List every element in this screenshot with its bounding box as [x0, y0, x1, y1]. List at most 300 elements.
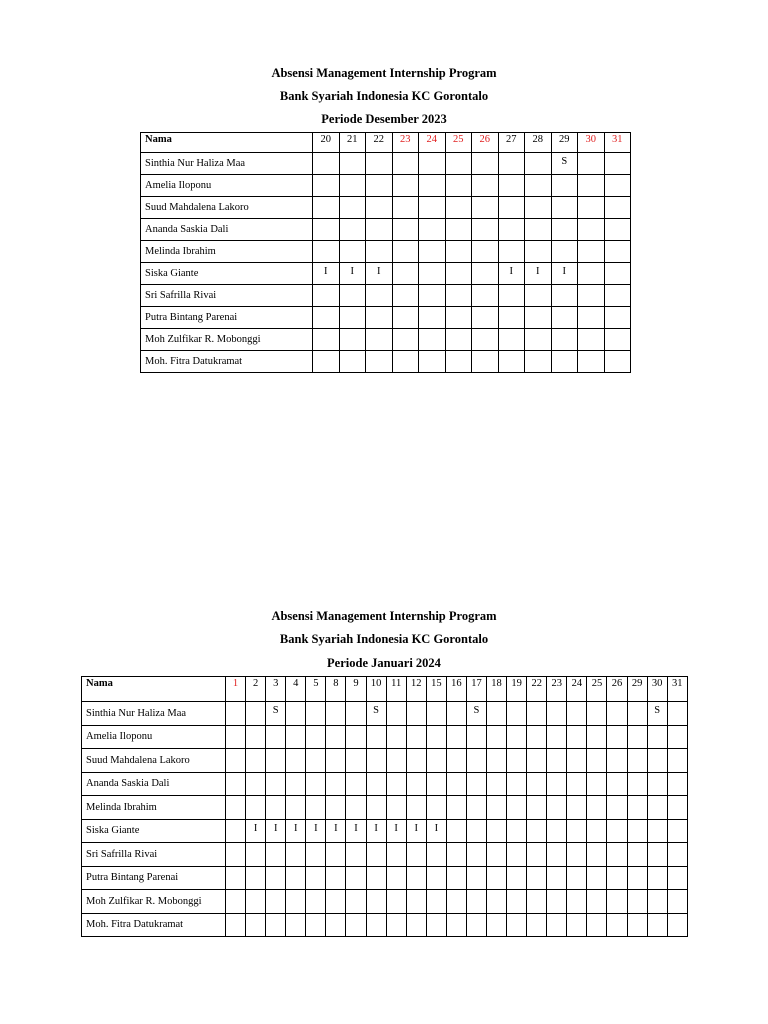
attendance-cell-17	[466, 890, 486, 914]
attendance-cell-11	[386, 725, 406, 749]
attendance-cell-31	[604, 175, 631, 197]
attendance-cell-30	[578, 263, 605, 285]
attendance-cell-29	[551, 197, 578, 219]
attendance-cell-31	[604, 241, 631, 263]
day-header-24: 24	[567, 677, 587, 702]
attendance-cell-24	[419, 263, 446, 285]
attendance-cell-10: I	[366, 819, 386, 843]
table-row	[82, 819, 688, 843]
attendance-cell-31	[667, 819, 687, 843]
attendance-cell-25	[445, 197, 472, 219]
attendance-cell-25	[445, 351, 472, 373]
attendance-cell-24	[419, 197, 446, 219]
attendance-cell-5	[306, 890, 326, 914]
attendance-cell-25	[587, 819, 607, 843]
attendance-cell-31	[667, 913, 687, 937]
table-row	[141, 329, 631, 351]
attendance-cell-23	[547, 819, 567, 843]
name-column-header: Nama	[141, 133, 313, 153]
day-header-31: 31	[667, 677, 687, 702]
attendance-cell-10	[366, 890, 386, 914]
attendance-cell-1	[226, 843, 246, 867]
attendance-cell-26	[472, 329, 499, 351]
attendance-cell-31	[667, 725, 687, 749]
attendance-cell-3	[266, 772, 286, 796]
participant-name: Suud Mahdalena Lakoro	[141, 197, 313, 219]
attendance-cell-22: I	[366, 263, 393, 285]
attendance-cell-28	[525, 241, 552, 263]
attendance-cell-31	[667, 890, 687, 914]
attendance-cell-29	[551, 285, 578, 307]
table-row	[141, 153, 631, 175]
attendance-cell-2	[246, 890, 266, 914]
attendance-cell-8	[326, 890, 346, 914]
attendance-cell-31	[604, 153, 631, 175]
attendance-cell-15	[426, 725, 446, 749]
attendance-cell-18	[487, 866, 507, 890]
attendance-cell-12	[406, 725, 426, 749]
attendance-cell-3: I	[266, 819, 286, 843]
attendance-cell-12	[406, 890, 426, 914]
attendance-cell-1	[226, 772, 246, 796]
name-column-header: Nama	[82, 677, 226, 702]
attendance-cell-1	[226, 819, 246, 843]
participant-name: Moh Zulfikar R. Mobonggi	[141, 329, 313, 351]
attendance-cell-16	[446, 725, 466, 749]
participant-name: Sri Safrilla Rivai	[82, 843, 226, 867]
day-header-8: 8	[326, 677, 346, 702]
participant-name: Melinda Ibrahim	[141, 241, 313, 263]
attendance-cell-4	[286, 913, 306, 937]
attendance-cell-29	[627, 702, 647, 726]
day-header-20: 20	[313, 133, 340, 153]
attendance-cell-1	[226, 796, 246, 820]
attendance-cell-18	[487, 819, 507, 843]
attendance-cell-29	[627, 749, 647, 773]
attendance-cell-15: I	[426, 819, 446, 843]
attendance-cell-31	[604, 197, 631, 219]
attendance-cell-27	[498, 307, 525, 329]
attendance-cell-19	[507, 702, 527, 726]
attendance-cell-24	[567, 890, 587, 914]
attendance-cell-5	[306, 866, 326, 890]
attendance-cell-2	[246, 702, 266, 726]
attendance-cell-22	[527, 796, 547, 820]
attendance-cell-8	[326, 749, 346, 773]
attendance-cell-5	[306, 725, 326, 749]
attendance-cell-9: I	[346, 819, 366, 843]
attendance-cell-26	[472, 175, 499, 197]
attendance-cell-23	[392, 351, 419, 373]
attendance-cell-18	[487, 702, 507, 726]
attendance-cell-9	[346, 702, 366, 726]
attendance-cell-29	[551, 241, 578, 263]
attendance-cell-31	[604, 351, 631, 373]
attendance-cell-24	[567, 866, 587, 890]
attendance-cell-25	[587, 843, 607, 867]
attendance-cell-22	[366, 285, 393, 307]
participant-name: Sri Safrilla Rivai	[141, 285, 313, 307]
attendance-cell-24	[567, 819, 587, 843]
day-header-23: 23	[392, 133, 419, 153]
attendance-cell-15	[426, 772, 446, 796]
attendance-cell-4	[286, 890, 306, 914]
table-row	[82, 702, 688, 726]
attendance-cell-10	[366, 843, 386, 867]
attendance-cell-19	[507, 913, 527, 937]
attendance-cell-26	[472, 263, 499, 285]
attendance-cell-17	[466, 843, 486, 867]
attendance-cell-9	[346, 772, 366, 796]
attendance-cell-5	[306, 702, 326, 726]
attendance-cell-5	[306, 749, 326, 773]
day-header-23: 23	[547, 677, 567, 702]
attendance-cell-28	[525, 285, 552, 307]
attendance-cell-25	[587, 749, 607, 773]
day-header-26: 26	[607, 677, 627, 702]
attendance-cell-21	[339, 329, 366, 351]
attendance-cell-24	[419, 153, 446, 175]
attendance-cell-28	[525, 329, 552, 351]
attendance-cell-22	[527, 843, 547, 867]
attendance-cell-26	[607, 913, 627, 937]
day-header-29: 29	[627, 677, 647, 702]
table-row	[141, 175, 631, 197]
attendance-cell-4	[286, 772, 306, 796]
december-title: Absensi Management Internship Program	[271, 66, 497, 80]
attendance-cell-22	[366, 307, 393, 329]
attendance-cell-28	[525, 307, 552, 329]
attendance-cell-1	[226, 749, 246, 773]
day-header-28: 28	[525, 133, 552, 153]
attendance-cell-24	[419, 307, 446, 329]
attendance-cell-1	[226, 890, 246, 914]
attendance-cell-3	[266, 866, 286, 890]
attendance-cell-10	[366, 749, 386, 773]
attendance-cell-22	[366, 175, 393, 197]
attendance-cell-17	[466, 749, 486, 773]
attendance-cell-12	[406, 796, 426, 820]
attendance-cell-29	[627, 843, 647, 867]
attendance-cell-2: I	[246, 819, 266, 843]
attendance-cell-3	[266, 749, 286, 773]
attendance-cell-19	[507, 866, 527, 890]
attendance-cell-17	[466, 796, 486, 820]
participant-name: Putra Bintang Parenai	[82, 866, 226, 890]
attendance-cell-20	[313, 351, 340, 373]
attendance-cell-24	[567, 772, 587, 796]
attendance-cell-28	[525, 219, 552, 241]
day-header-22: 22	[527, 677, 547, 702]
attendance-cell-22	[527, 866, 547, 890]
attendance-cell-9	[346, 890, 366, 914]
attendance-cell-26	[607, 725, 627, 749]
attendance-cell-19	[507, 843, 527, 867]
attendance-cell-15	[426, 702, 446, 726]
attendance-cell-16	[446, 913, 466, 937]
attendance-cell-29: I	[551, 263, 578, 285]
attendance-cell-23	[392, 241, 419, 263]
attendance-cell-4	[286, 796, 306, 820]
participant-name: Suud Mahdalena Lakoro	[82, 749, 226, 773]
attendance-cell-2	[246, 796, 266, 820]
attendance-cell-30	[578, 197, 605, 219]
participant-name: Sinthia Nur Haliza Maa	[82, 702, 226, 726]
attendance-cell-16	[446, 749, 466, 773]
attendance-cell-30	[647, 819, 667, 843]
attendance-cell-24	[567, 725, 587, 749]
attendance-cell-31	[667, 866, 687, 890]
table-row	[82, 772, 688, 796]
attendance-cell-9	[346, 749, 366, 773]
attendance-cell-12	[406, 749, 426, 773]
table-row	[82, 796, 688, 820]
attendance-cell-11	[386, 866, 406, 890]
december-attendance-table	[140, 132, 631, 373]
attendance-cell-24	[419, 175, 446, 197]
participant-name: Ananda Saskia Dali	[141, 219, 313, 241]
attendance-cell-26	[472, 241, 499, 263]
attendance-cell-15	[426, 843, 446, 867]
attendance-cell-28	[525, 197, 552, 219]
attendance-cell-8	[326, 725, 346, 749]
attendance-cell-16	[446, 819, 466, 843]
attendance-cell-10	[366, 796, 386, 820]
december-period: Periode Desember 2023	[321, 112, 447, 126]
table-row	[82, 725, 688, 749]
attendance-cell-30	[647, 749, 667, 773]
day-header-25: 25	[445, 133, 472, 153]
header-row	[82, 677, 688, 702]
attendance-cell-31	[604, 329, 631, 351]
december-subtitle: Bank Syariah Indonesia KC Gorontalo	[279, 89, 489, 103]
day-header-4: 4	[286, 677, 306, 702]
attendance-cell-26	[472, 219, 499, 241]
attendance-cell-30	[647, 772, 667, 796]
attendance-cell-4	[286, 725, 306, 749]
attendance-cell-30	[578, 219, 605, 241]
attendance-cell-3	[266, 725, 286, 749]
attendance-cell-22	[366, 329, 393, 351]
attendance-cell-31	[667, 843, 687, 867]
day-header-19: 19	[507, 677, 527, 702]
day-header-30: 30	[578, 133, 605, 153]
attendance-cell-20	[313, 241, 340, 263]
attendance-cell-29	[551, 175, 578, 197]
attendance-cell-19	[507, 725, 527, 749]
attendance-cell-28	[525, 153, 552, 175]
attendance-cell-27	[498, 219, 525, 241]
attendance-cell-23	[392, 263, 419, 285]
attendance-cell-23	[547, 796, 567, 820]
table-row	[141, 351, 631, 373]
attendance-cell-8	[326, 866, 346, 890]
attendance-cell-23	[547, 702, 567, 726]
day-header-12: 12	[406, 677, 426, 702]
attendance-cell-31	[667, 796, 687, 820]
attendance-cell-22	[527, 749, 547, 773]
attendance-cell-30	[647, 725, 667, 749]
attendance-cell-18	[487, 890, 507, 914]
attendance-cell-4	[286, 843, 306, 867]
attendance-cell-12	[406, 866, 426, 890]
attendance-cell-27	[498, 197, 525, 219]
attendance-cell-30	[578, 153, 605, 175]
participant-name: Moh. Fitra Datukramat	[82, 913, 226, 937]
attendance-cell-30	[578, 175, 605, 197]
attendance-cell-26	[472, 285, 499, 307]
attendance-cell-24	[567, 749, 587, 773]
attendance-cell-1	[226, 866, 246, 890]
day-header-1: 1	[226, 677, 246, 702]
january-period: Periode Januari 2024	[327, 656, 441, 670]
attendance-cell-27	[498, 153, 525, 175]
attendance-cell-19	[507, 749, 527, 773]
attendance-cell-20	[313, 307, 340, 329]
attendance-cell-17	[466, 819, 486, 843]
attendance-cell-18	[487, 843, 507, 867]
table-row	[82, 749, 688, 773]
attendance-cell-16	[446, 890, 466, 914]
attendance-cell-23	[392, 153, 419, 175]
attendance-cell-20: I	[313, 263, 340, 285]
attendance-cell-20	[313, 175, 340, 197]
attendance-cell-26	[472, 153, 499, 175]
attendance-cell-29	[627, 819, 647, 843]
attendance-cell-30	[578, 307, 605, 329]
attendance-cell-25	[587, 890, 607, 914]
attendance-cell-29	[627, 725, 647, 749]
attendance-cell-3	[266, 796, 286, 820]
attendance-cell-19	[507, 819, 527, 843]
january-subtitle: Bank Syariah Indonesia KC Gorontalo	[279, 632, 489, 646]
attendance-cell-22	[527, 702, 547, 726]
table-row	[141, 197, 631, 219]
attendance-cell-20	[313, 329, 340, 351]
attendance-cell-20	[313, 219, 340, 241]
attendance-cell-4: I	[286, 819, 306, 843]
day-header-27: 27	[498, 133, 525, 153]
attendance-cell-11	[386, 702, 406, 726]
attendance-cell-25	[587, 796, 607, 820]
attendance-cell-24	[419, 285, 446, 307]
attendance-cell-24	[567, 913, 587, 937]
attendance-cell-31	[667, 702, 687, 726]
attendance-cell-1	[226, 702, 246, 726]
attendance-cell-16	[446, 772, 466, 796]
attendance-cell-24	[419, 351, 446, 373]
attendance-cell-21: I	[339, 263, 366, 285]
attendance-cell-24	[419, 329, 446, 351]
day-header-22: 22	[366, 133, 393, 153]
day-header-10: 10	[366, 677, 386, 702]
day-header-3: 3	[266, 677, 286, 702]
day-header-26: 26	[472, 133, 499, 153]
attendance-cell-23	[392, 285, 419, 307]
table-row	[82, 843, 688, 867]
attendance-cell-15	[426, 866, 446, 890]
attendance-cell-28: I	[525, 263, 552, 285]
attendance-cell-24	[567, 796, 587, 820]
attendance-cell-5: I	[306, 819, 326, 843]
day-header-21: 21	[339, 133, 366, 153]
participant-name: Putra Bintang Parenai	[141, 307, 313, 329]
attendance-cell-26	[607, 843, 627, 867]
attendance-cell-29: S	[551, 153, 578, 175]
attendance-cell-21	[339, 285, 366, 307]
attendance-cell-25	[587, 913, 607, 937]
attendance-cell-2	[246, 749, 266, 773]
attendance-cell-17	[466, 725, 486, 749]
attendance-cell-23	[547, 772, 567, 796]
attendance-cell-23	[547, 866, 567, 890]
table-row	[141, 241, 631, 263]
attendance-cell-5	[306, 772, 326, 796]
attendance-cell-23	[547, 843, 567, 867]
attendance-cell-27	[498, 351, 525, 373]
participant-name: Ananda Saskia Dali	[82, 772, 226, 796]
attendance-cell-8	[326, 702, 346, 726]
attendance-cell-12	[406, 843, 426, 867]
attendance-cell-25	[445, 329, 472, 351]
day-header-16: 16	[446, 677, 466, 702]
attendance-cell-5	[306, 796, 326, 820]
attendance-cell-23	[547, 890, 567, 914]
day-header-29: 29	[551, 133, 578, 153]
attendance-cell-18	[487, 913, 507, 937]
attendance-cell-2	[246, 843, 266, 867]
attendance-cell-11	[386, 796, 406, 820]
attendance-cell-26	[472, 197, 499, 219]
attendance-cell-30	[647, 866, 667, 890]
attendance-cell-31	[667, 749, 687, 773]
table-row	[82, 890, 688, 914]
attendance-cell-25	[445, 175, 472, 197]
attendance-cell-11	[386, 749, 406, 773]
attendance-cell-30	[647, 890, 667, 914]
attendance-cell-29	[627, 913, 647, 937]
attendance-cell-29	[551, 351, 578, 373]
day-header-17: 17	[466, 677, 486, 702]
attendance-cell-12	[406, 772, 426, 796]
attendance-cell-3: S	[266, 702, 286, 726]
participant-name: Amelia Iloponu	[141, 175, 313, 197]
attendance-cell-22	[527, 725, 547, 749]
attendance-cell-23	[392, 329, 419, 351]
attendance-cell-26	[472, 351, 499, 373]
attendance-cell-29	[627, 796, 647, 820]
attendance-cell-18	[487, 725, 507, 749]
attendance-cell-22	[366, 351, 393, 373]
attendance-cell-10	[366, 725, 386, 749]
attendance-cell-30	[647, 913, 667, 937]
attendance-cell-9	[346, 866, 366, 890]
attendance-cell-22	[366, 219, 393, 241]
attendance-cell-27	[498, 175, 525, 197]
attendance-cell-31	[604, 263, 631, 285]
attendance-cell-8	[326, 772, 346, 796]
day-header-15: 15	[426, 677, 446, 702]
attendance-cell-5	[306, 913, 326, 937]
day-header-11: 11	[386, 677, 406, 702]
attendance-cell-21	[339, 307, 366, 329]
attendance-cell-27	[498, 241, 525, 263]
attendance-cell-4	[286, 749, 306, 773]
participant-name: Amelia Iloponu	[82, 725, 226, 749]
attendance-cell-12: I	[406, 819, 426, 843]
attendance-cell-22	[527, 913, 547, 937]
attendance-cell-25	[587, 772, 607, 796]
